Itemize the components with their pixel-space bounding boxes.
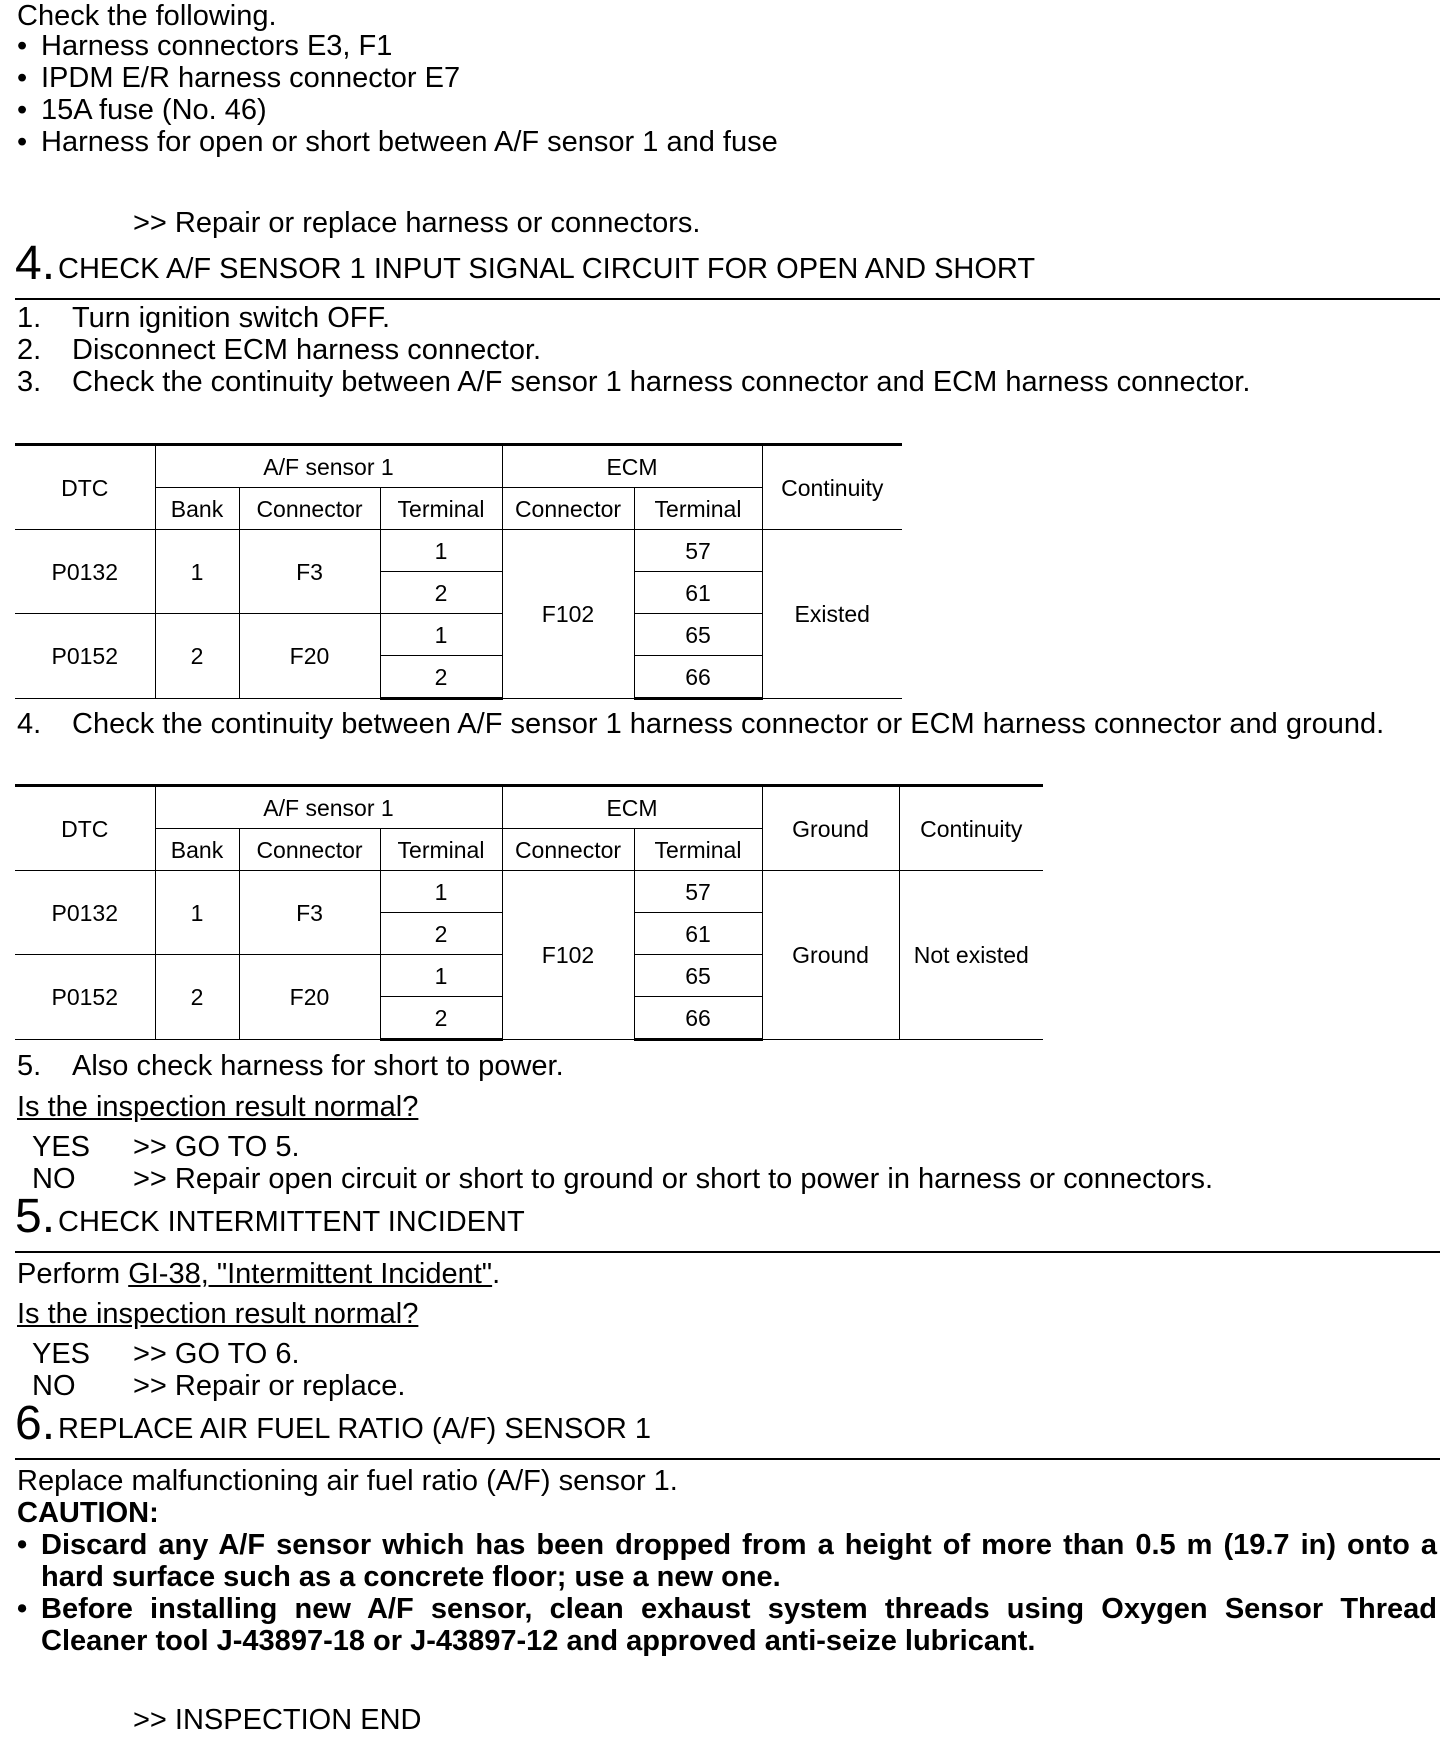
step-title: CHECK INTERMITTENT INCIDENT xyxy=(58,1206,525,1238)
step-item-number: 3. xyxy=(17,366,42,398)
check-item: 15A fuse (No. 46) xyxy=(41,94,267,126)
step-number: 5. xyxy=(15,1190,56,1243)
caution-item xyxy=(17,1593,1437,1657)
gi-38-link[interactable]: GI-38, "Intermittent Incident" xyxy=(128,1258,493,1290)
cell-ecm-terminal: 66 xyxy=(634,997,762,1040)
step-item-number: 4. xyxy=(17,708,42,740)
step-item-number: 2. xyxy=(17,334,42,366)
caution-label: CAUTION: xyxy=(17,1497,159,1529)
cell-ecm-connector: F102 xyxy=(502,530,634,699)
check-item: Harness for open or short between A/F sensor 1 and fuse xyxy=(41,126,778,158)
header-ecm-terminal: Terminal xyxy=(634,829,762,871)
step-item-text: Turn ignition switch OFF. xyxy=(72,302,391,334)
inspection-question: Is the inspection result normal? xyxy=(17,1298,419,1330)
cell-terminal: 1 xyxy=(380,955,502,997)
cell-terminal: 2 xyxy=(380,997,502,1040)
section-rule xyxy=(15,1251,1440,1253)
cell-ecm-terminal: 61 xyxy=(634,572,762,614)
no-label: NO xyxy=(32,1370,76,1402)
bullet: • xyxy=(17,62,28,94)
cell-dtc: P0132 xyxy=(15,871,155,955)
cell-connector: F3 xyxy=(239,871,380,955)
caution-text: Discard any A/F sensor which has been dropped from a height of more than 0.5 m (19.7 in) onto a hard surface such as a concrete floor; use a new one. xyxy=(41,1529,1437,1593)
bullet: • xyxy=(17,1593,28,1625)
perform-line xyxy=(17,1258,500,1290)
section-rule xyxy=(15,298,1440,300)
inspection-end: >> INSPECTION END xyxy=(133,1704,422,1736)
check-following-heading: Check the following. xyxy=(17,0,277,32)
section-rule xyxy=(15,1458,1440,1460)
header-continuity: Continuity xyxy=(762,445,902,530)
perform-prefix: Perform xyxy=(17,1258,129,1290)
header-ecm-connector: Connector xyxy=(502,488,634,530)
cell-continuity: Existed xyxy=(762,530,902,699)
caution-item xyxy=(17,1529,1437,1593)
header-ecm: ECM xyxy=(502,786,762,829)
cell-terminal: 2 xyxy=(380,656,502,699)
cell-connector: F20 xyxy=(239,955,380,1040)
yes-label: YES xyxy=(32,1338,91,1370)
cell-terminal: 1 xyxy=(380,530,502,572)
cell-bank: 2 xyxy=(155,614,239,699)
step-item-text: Check the continuity between A/F sensor 1 harness connector or ECM harness connector and ground. xyxy=(72,708,1385,740)
cell-terminal: 1 xyxy=(380,871,502,913)
no-label: NO xyxy=(32,1163,76,1195)
header-continuity: Continuity xyxy=(899,786,1043,871)
header-ecm-connector: Connector xyxy=(502,829,634,871)
cell-ecm-terminal: 61 xyxy=(634,913,762,955)
bullet: • xyxy=(17,126,28,158)
check-item: IPDM E/R harness connector E7 xyxy=(41,62,461,94)
header-af-sensor: A/F sensor 1 xyxy=(155,786,502,829)
check-item: Harness connectors E3, F1 xyxy=(41,30,393,62)
header-ground: Ground xyxy=(762,786,899,871)
cell-ecm-terminal: 65 xyxy=(634,614,762,656)
step-number: 6. xyxy=(15,1397,56,1450)
header-ecm-terminal: Terminal xyxy=(634,488,762,530)
cell-dtc: P0152 xyxy=(15,955,155,1040)
step-item-text: Check the continuity between A/F sensor 1 harness connector and ECM harness connector. xyxy=(72,366,1251,398)
caution-text: Before installing new A/F sensor, clean exhaust system threads using Oxygen Sensor Thread Cleaner tool J-43897-18 or J-43897-12 and approved anti-seize lubricant. xyxy=(41,1593,1437,1657)
step-item-text: Also check harness for short to power. xyxy=(72,1050,564,1082)
header-ecm: ECM xyxy=(502,445,762,488)
cell-dtc: P0132 xyxy=(15,530,155,614)
header-dtc: DTC xyxy=(15,786,155,871)
intro-result: >> Repair or replace harness or connectors. xyxy=(133,207,701,239)
cell-ecm-terminal: 57 xyxy=(634,530,762,572)
cell-ecm-terminal: 65 xyxy=(634,955,762,997)
yes-action: >> GO TO 6. xyxy=(133,1338,300,1370)
cell-ground: Ground xyxy=(762,871,899,1040)
header-terminal: Terminal xyxy=(380,829,502,871)
header-terminal: Terminal xyxy=(380,488,502,530)
cell-bank: 1 xyxy=(155,871,239,955)
replace-instruction: Replace malfunctioning air fuel ratio (A/F) sensor 1. xyxy=(17,1465,678,1497)
bullet: • xyxy=(17,94,28,126)
cell-connector: F3 xyxy=(239,530,380,614)
inspection-question: Is the inspection result normal? xyxy=(17,1091,419,1123)
step-title: CHECK A/F SENSOR 1 INPUT SIGNAL CIRCUIT FOR OPEN AND SHORT xyxy=(58,253,1036,285)
cell-ecm-terminal: 57 xyxy=(634,871,762,913)
perform-suffix: . xyxy=(492,1258,501,1290)
no-action: >> Repair open circuit or short to ground or short to power in harness or connectors. xyxy=(133,1163,1214,1195)
table-row xyxy=(15,871,1043,913)
cell-bank: 2 xyxy=(155,955,239,1040)
continuity-table-ecm xyxy=(15,443,902,700)
step-number: 4. xyxy=(15,237,56,290)
header-dtc: DTC xyxy=(15,445,155,530)
cell-dtc: P0152 xyxy=(15,614,155,699)
yes-label: YES xyxy=(32,1131,91,1163)
header-connector: Connector xyxy=(239,488,380,530)
step-title: REPLACE AIR FUEL RATIO (A/F) SENSOR 1 xyxy=(58,1413,652,1445)
bullet: • xyxy=(17,30,28,62)
step-item-number: 5. xyxy=(17,1050,42,1082)
step-item-text: Disconnect ECM harness connector. xyxy=(72,334,542,366)
cell-terminal: 1 xyxy=(380,614,502,656)
yes-action: >> GO TO 5. xyxy=(133,1131,300,1163)
cell-continuity: Not existed xyxy=(899,871,1043,1040)
cell-terminal: 2 xyxy=(380,572,502,614)
header-bank: Bank xyxy=(155,488,239,530)
header-af-sensor: A/F sensor 1 xyxy=(155,445,502,488)
cell-terminal: 2 xyxy=(380,913,502,955)
bullet: • xyxy=(17,1529,28,1561)
cell-ecm-connector: F102 xyxy=(502,871,634,1040)
cell-bank: 1 xyxy=(155,530,239,614)
continuity-table-ground xyxy=(15,784,1043,1041)
table-row xyxy=(15,530,902,572)
cell-ecm-terminal: 66 xyxy=(634,656,762,699)
step-item-number: 1. xyxy=(17,302,42,334)
header-bank: Bank xyxy=(155,829,239,871)
header-connector: Connector xyxy=(239,829,380,871)
cell-connector: F20 xyxy=(239,614,380,699)
no-action: >> Repair or replace. xyxy=(133,1370,406,1402)
